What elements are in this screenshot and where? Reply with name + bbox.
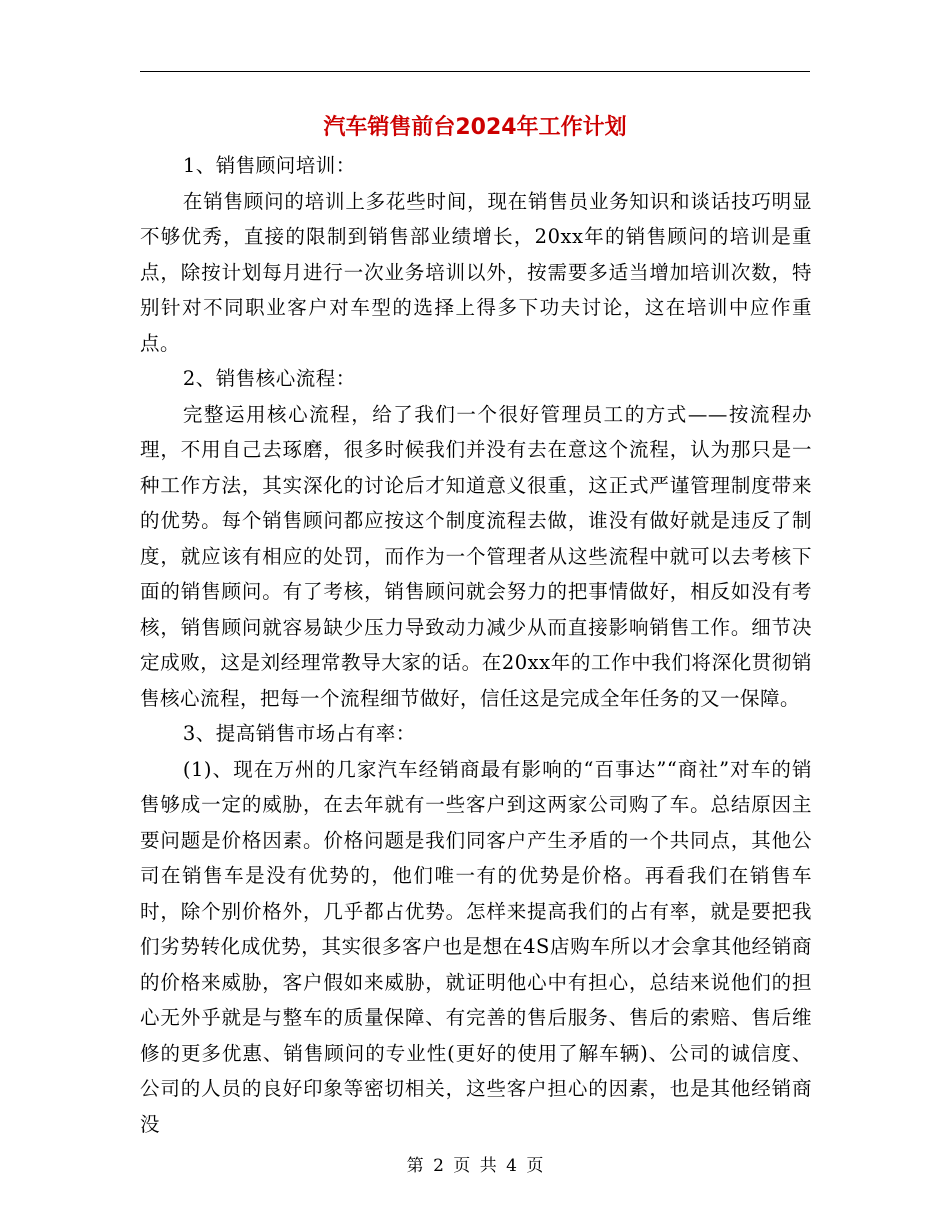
body-paragraph: 完整运用核心流程，给了我们一个很好管理员工的方式——按流程办理，不用自己去琢磨，很多时候我们并没有去在意这个流程，认为那只是一种工作方法，其实深化的讨论后才知道意义很重，这正式严谨管理制度带来的优势。每个销售顾问都应按这个制度流程去做，谁没有做好就是违反了制度，就应该有相应的处罚，而作为一个管理者从这些流程中就可以去考核下面的销售顾问。有了考核，销售顾问就会努力的把事情做好，相反如没有考核，销售顾问就容易缺少压力导致动力减少从而直接影响销售工作。细节决定成败，这是刘经理常教导大家的话。在20xx年的工作中我们将深化贯彻销售核心流程，把每一个流程细节做好，信任这是完成全年任务的又一保障。 [140,402,812,710]
header-rule [140,71,810,72]
document-body [140,148,812,1142]
section-heading: 2、销售核心流程： [182,367,356,390]
page-number: 第 2 页 共 4 页 [406,1156,544,1176]
body-paragraph: (1)、现在万州的几家汽车经销商最有影响的“百事达”“商社”对车的销售够成一定的威胁，在去年就有一些客户到这两家公司购了车。总结原因主要问题是价格因素。价格问题是我们同客户产生矛盾的一个共同点，其他公司在销售车是没有优势的，他们唯一有的优势是价格。再看我们在销售车时，除个别价格外，几乎都占优势。怎样来提高我们的占有率，就是要把我们劣势转化成优势，其实很多客户也是想在4S店购车所以才会拿其他经销商的价格来威胁，客户假如来威胁，就证明他心中有担心，总结来说他们的担心无外乎就是与整车的质量保障、有完善的售后服务、售后的索赔、售后维修的更多优惠、销售顾问的专业性(更好的使用了解车辆)、公司的诚信度、公司的人员的良好印象等密切相关，这些客户担心的因素，也是其他经销商没 [140,757,812,1136]
section-heading: 3、提高销售市场占有率： [182,722,416,745]
document-title: 汽车销售前台2024年工作计划 [323,115,627,140]
section-heading: 1、销售顾问培训： [182,154,356,177]
body-paragraph: 在销售顾问的培训上多花些时间，现在销售员业务知识和谈话技巧明显不够优秀，直接的限制到销售部业绩增长，20xx年的销售顾问的培训是重点，除按计划每月进行一次业务培训以外，按需要多适当增加培训次数，特别针对不同职业客户对车型的选择上得多下功夫讨论，这在培训中应作重点。 [140,189,812,355]
